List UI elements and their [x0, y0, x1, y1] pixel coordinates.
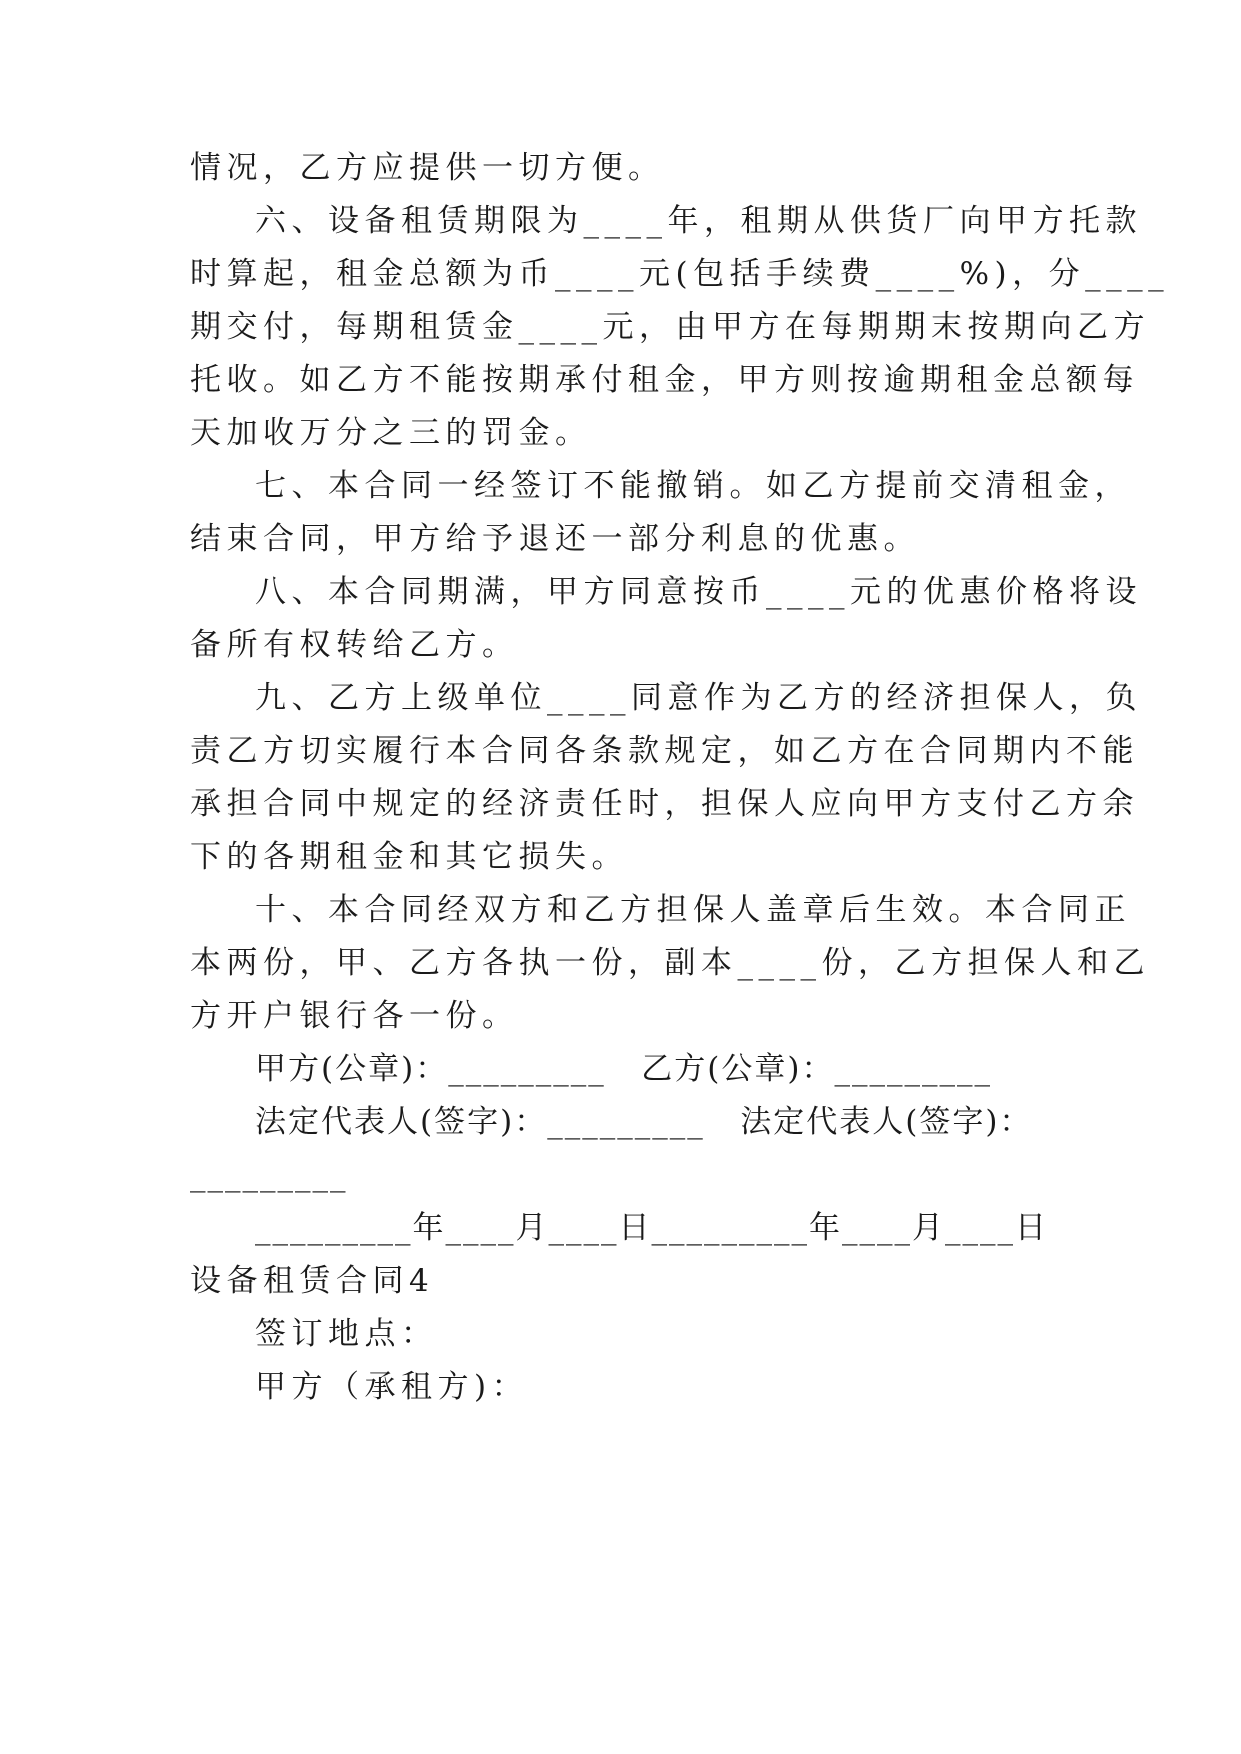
signature-blank-line: _________: [190, 1157, 348, 1193]
date-line: _________年____月____日_________年____月____日: [255, 1210, 1048, 1246]
paragraph-line: 承担合同中规定的经济责任时，担保人应向甲方支付乙方余: [190, 786, 1139, 822]
party-a-line: 甲方（承租方)：: [255, 1369, 529, 1405]
paragraph-line: 结束合同，甲方给予退还一部分利息的优惠。: [190, 521, 920, 557]
paragraph-line: 天加收万分之三的罚金。: [190, 415, 592, 451]
paragraph-line: 方开户银行各一份。: [190, 998, 519, 1034]
paragraph-line: 本两份，甲、乙方各执一份，副本____份，乙方担保人和乙: [190, 945, 1150, 981]
party-seal-line: 甲方(公章)：_________ 乙方(公章)：_________: [255, 1051, 992, 1087]
section-title: 设备租赁合同4: [190, 1263, 435, 1299]
paragraph-line: 备所有权转给乙方。: [190, 627, 519, 663]
paragraph-line: 时算起，租金总额为币____元(包括手续费____%)，分____: [190, 256, 1170, 292]
clause-nine-line: 九、乙方上级单位____同意作为乙方的经济担保人，负: [255, 680, 1142, 716]
clause-eight-line: 八、本合同期满，甲方同意按币____元的优惠价格将设: [255, 574, 1142, 610]
paragraph-line: 情况，乙方应提供一切方便。: [190, 150, 665, 186]
paragraph-line: 期交付，每期租赁金____元，由甲方在每期期末按期向乙方: [190, 309, 1150, 345]
clause-six-line: 六、设备租赁期限为____年，租期从供货厂向甲方托款: [255, 203, 1142, 239]
paragraph-line: 责乙方切实履行本合同各条款规定，如乙方在合同期内不能: [190, 733, 1139, 769]
signing-location-line: 签订地点：: [255, 1316, 438, 1352]
legal-representative-line: 法定代表人(签字)：_________ 法定代表人(签字)：: [255, 1104, 1033, 1140]
paragraph-line: 托收。如乙方不能按期承付租金，甲方则按逾期租金总额每: [190, 362, 1139, 398]
clause-seven-line: 七、本合同一经签订不能撤销。如乙方提前交清租金，: [255, 468, 1131, 504]
clause-ten-line: 十、本合同经双方和乙方担保人盖章后生效。本合同正: [255, 892, 1131, 928]
paragraph-line: 下的各期租金和其它损失。: [190, 839, 628, 875]
